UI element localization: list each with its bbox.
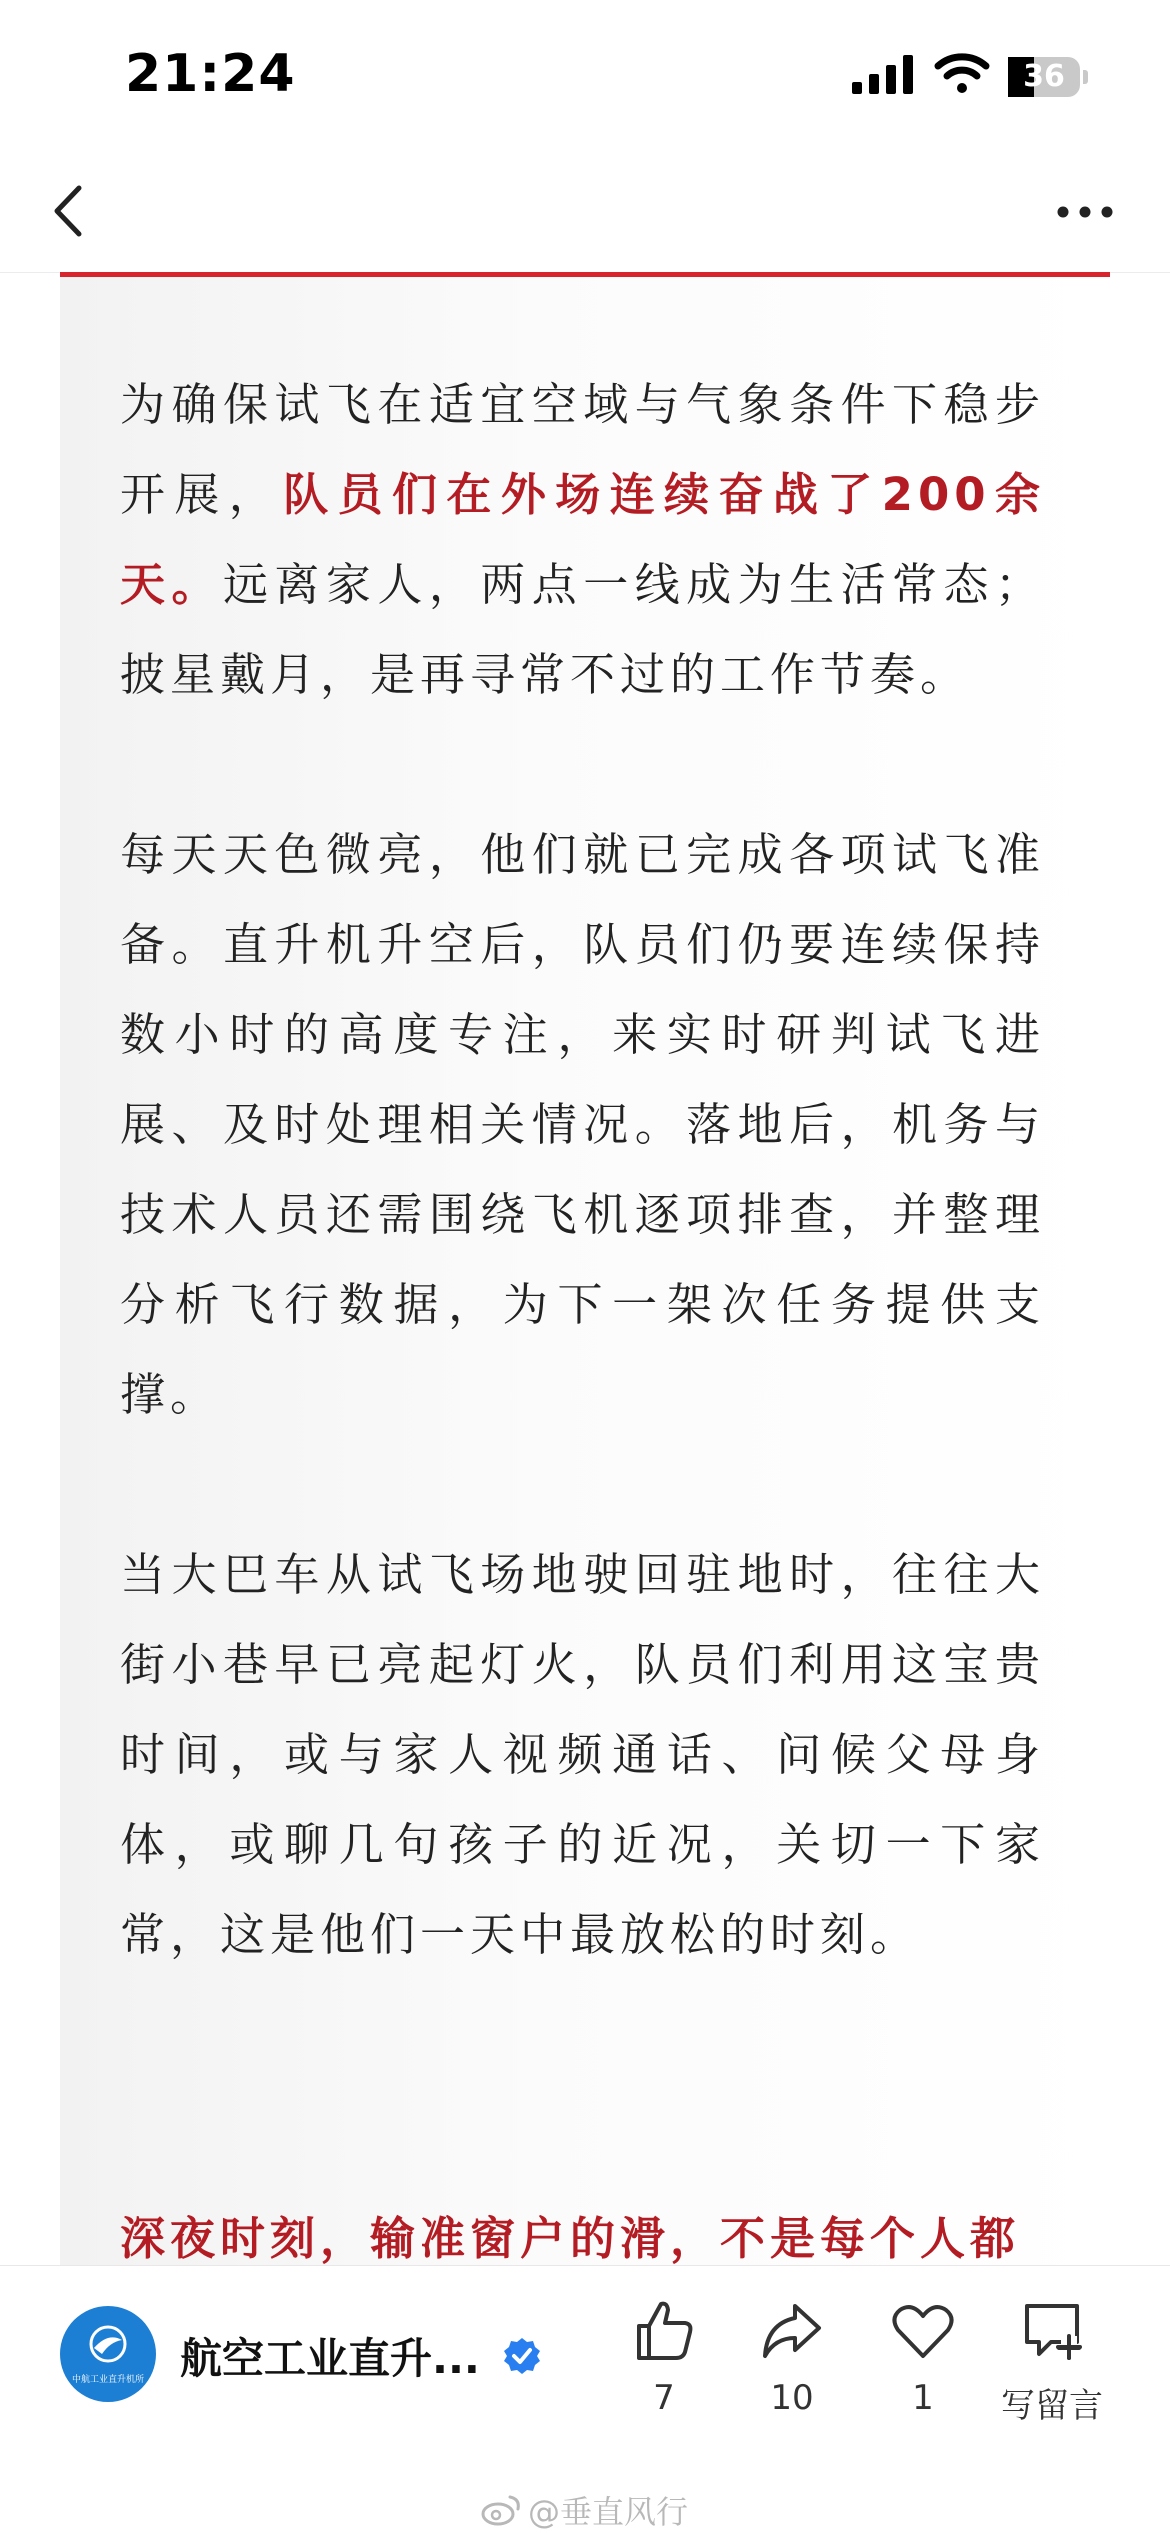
bottom-action-bar <box>0 2265 1170 2491</box>
aviation-logo-icon <box>88 2324 128 2364</box>
share-button[interactable] <box>732 2296 852 2418</box>
like-button[interactable] <box>604 2296 724 2418</box>
more-options-button[interactable] <box>1050 190 1120 234</box>
share-count: 10 <box>770 2378 814 2418</box>
cellular-signal-icon <box>852 54 914 94</box>
comment-add-icon <box>1017 2296 1087 2366</box>
favorite-button[interactable] <box>863 2296 983 2418</box>
status-bar <box>0 0 1170 150</box>
favorite-count: 1 <box>912 2378 934 2418</box>
paragraph-1-text: 为确保试飞在适宜空域与气象条件下稳步开展， <box>120 378 1045 521</box>
clipped-line-text: 深夜时刻，输准窗户的滑，不是每个人都 <box>120 2212 1021 2265</box>
watermark-text: @垂直风行 <box>528 2493 689 2531</box>
paragraph-1-text-end: 远离家人，两点一线成为生活常态；披星戴月，是再寻常不过的工作节奏。 <box>120 558 1045 701</box>
paragraph-1 <box>120 360 1045 720</box>
avatar[interactable] <box>60 2306 156 2402</box>
battery-indicator <box>1008 57 1088 97</box>
weibo-logo-icon <box>480 2493 522 2527</box>
share-arrow-icon <box>757 2296 827 2366</box>
like-count: 7 <box>653 2378 675 2418</box>
write-comment-button[interactable] <box>992 2296 1112 2427</box>
paragraph-3: 当大巴车从试飞场地驶回驻地时，往往大街小巷早已亮起灯火，队员们利用这宝贵时间，或与家人视频通话、问候父母身体，或聊几句孩子的近况，关切一下家常，这是他们一天中最放松的时刻。 <box>120 1548 1045 1961</box>
highlighted-text: 队员们在外场连续奋战了200余天。 <box>120 468 1045 611</box>
thumbs-up-icon <box>629 2296 699 2366</box>
verified-badge-icon <box>502 2336 542 2376</box>
comment-label: 写留言 <box>1001 2386 1103 2426</box>
ellipsis-icon <box>1057 206 1113 218</box>
article-divider <box>60 272 1110 277</box>
chevron-left-icon <box>53 184 83 238</box>
account-name[interactable]: 航空工业直升... <box>180 2334 480 2383</box>
status-time: 21:24 <box>125 44 296 104</box>
wifi-icon <box>934 50 990 94</box>
heart-icon <box>888 2296 958 2366</box>
battery-level: 36 <box>1023 59 1065 94</box>
watermark <box>480 2490 688 2530</box>
paragraph-2: 每天天色微亮，他们就已完成各项试飞准备。直升机升空后，队员们仍要连续保持数小时的高度专注，来实时研判试飞进展、及时处理相关情况。落地后，机务与技术人员还需围绕飞机逐项排查，并整理分析飞行数据，为下一架次任务提供支撑。 <box>120 828 1045 1421</box>
article-body <box>120 360 1045 2070</box>
back-button[interactable] <box>38 176 98 246</box>
nav-bar <box>0 150 1170 273</box>
avatar-caption: 中航工业直升机所 <box>71 2375 144 2385</box>
